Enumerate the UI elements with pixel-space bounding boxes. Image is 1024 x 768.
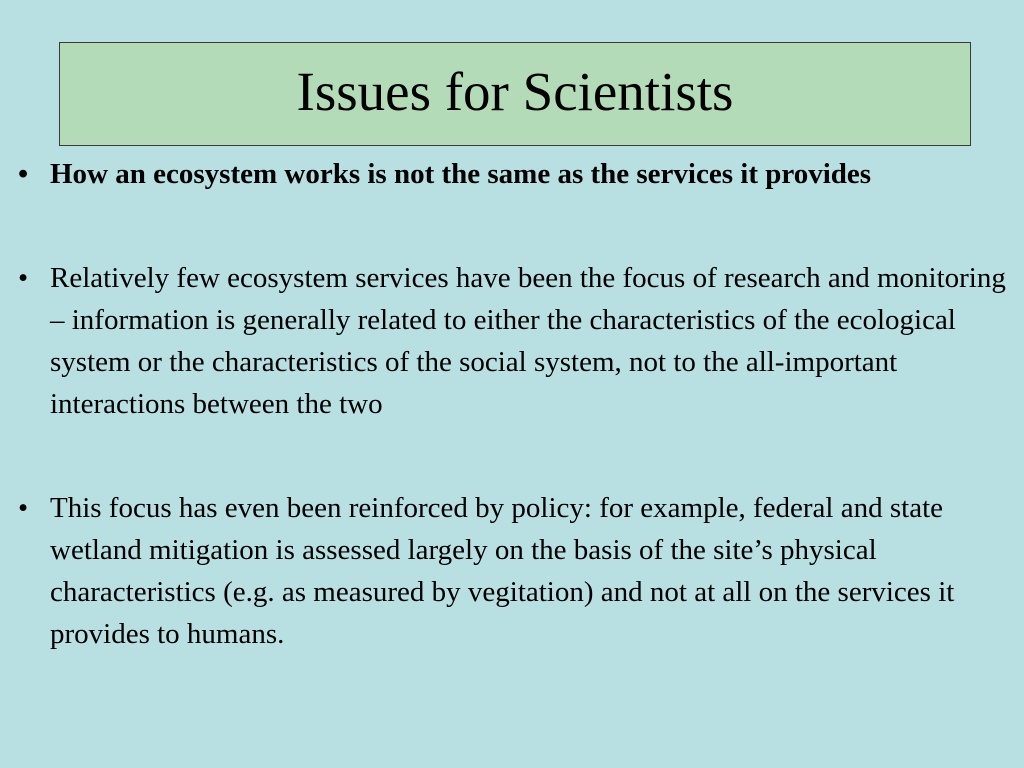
- bullet-marker: •: [18, 262, 29, 294]
- bullet-text: How an ecosystem works is not the same as the services it provides: [50, 158, 872, 190]
- bullet-text: This focus has even been reinforced by policy: for example, federal and state wetland mitigation is assessed largely on the basis of the site’s physical characteristics (e.g. as measured by vegitation) and not at all on the services it provides to humans.: [50, 492, 955, 650]
- bullet-item: [18, 257, 1018, 425]
- bullet-item: [18, 487, 1018, 655]
- title-box: [59, 42, 971, 146]
- bullet-text: Relatively few ecosystem services have been the focus of research and monitoring – information is generally related to either the characteristics of the ecological system or the characteristics of the social system, not to the all-important interactions between the two: [50, 262, 1006, 420]
- bullet-marker: •: [18, 492, 29, 524]
- bullet-list: [18, 153, 1018, 655]
- slide-title: Issues for Scientists: [296, 60, 734, 122]
- bullet-marker: •: [18, 158, 29, 190]
- bullet-item: [18, 153, 1018, 195]
